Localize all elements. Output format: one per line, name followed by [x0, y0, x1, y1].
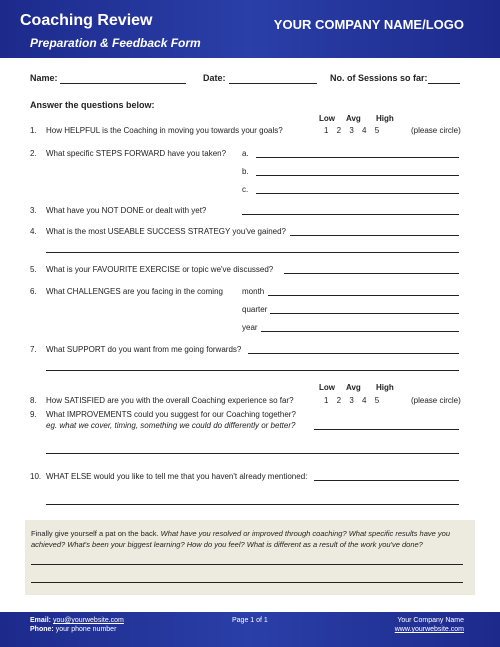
- improvements-field[interactable]: [314, 429, 459, 430]
- else-field-2[interactable]: [46, 504, 459, 505]
- footer-phone: Phone: your phone number: [30, 626, 117, 633]
- question-3: 3. What have you NOT DONE or dealt with yet?: [30, 206, 207, 215]
- name-label: Name:: [30, 73, 58, 83]
- support-field[interactable]: [248, 353, 459, 354]
- favourite-field[interactable]: [284, 273, 459, 274]
- step-label-c: c.: [242, 185, 249, 194]
- scale-avg-label: Avg: [346, 114, 361, 123]
- challenge-label-month: month: [242, 287, 265, 296]
- reflection-text: Finally give yourself a pat on the back. What have you resolved or improved through coaching? What specific results have you achieved? What's been your biggest learning? How do you feel? What is different as a result of the work you've done?: [31, 529, 450, 549]
- challenge-label-quarter: quarter: [242, 305, 268, 314]
- question-10: 10. WHAT ELSE would you like to tell me that you haven't already mentioned:: [30, 472, 308, 481]
- not-done-field[interactable]: [242, 214, 459, 215]
- challenge-year-field[interactable]: [261, 331, 459, 332]
- challenge-quarter-field[interactable]: [270, 313, 459, 314]
- email-link[interactable]: you@yourwebsite.com: [52, 617, 124, 624]
- question-8: 8. How SATISFIED are you with the overall Coaching experience so far?: [30, 396, 294, 405]
- form-subtitle: Preparation & Feedback Form: [30, 36, 201, 50]
- question-7: 7. What SUPPORT do you want from me going forwards?: [30, 345, 242, 354]
- question-6: 6. What CHALLENGES are you facing in the coming: [30, 287, 223, 296]
- step-a-field[interactable]: [256, 157, 459, 158]
- improvements-field-2[interactable]: [46, 453, 459, 454]
- question-9-subtext: eg. what we cover, timing, something we could do differently or better?: [46, 421, 296, 430]
- footer-email: Email: you@yourwebsite.com: [30, 617, 124, 624]
- question-9: 9. What IMPROVEMENTS could you suggest for our Coaching together?: [30, 410, 296, 419]
- support-field-2[interactable]: [46, 370, 459, 371]
- instructions: Answer the questions below:: [30, 100, 155, 110]
- else-field[interactable]: [314, 480, 459, 481]
- strategy-field[interactable]: [290, 235, 459, 236]
- website-link[interactable]: www.yourwebsite.com: [394, 626, 464, 633]
- reflection-field-1[interactable]: [31, 564, 463, 565]
- company-logo: YOUR COMPANY NAME/LOGO: [273, 17, 464, 32]
- reflection-field-2[interactable]: [31, 582, 463, 583]
- step-c-field[interactable]: [256, 193, 459, 194]
- challenge-label-year: year: [242, 323, 258, 332]
- question-4: 4. What is the most USEABLE SUCCESS STRATEGY you've gained?: [30, 227, 286, 236]
- strategy-field-2[interactable]: [46, 252, 459, 253]
- name-field[interactable]: [60, 73, 186, 84]
- footer-company: Your Company Name: [397, 617, 464, 624]
- circle-note-8: (please circle): [411, 396, 461, 405]
- question-2: 2. What specific STEPS FORWARD have you taken?: [30, 149, 227, 158]
- date-label: Date:: [203, 73, 226, 83]
- scale-avg-label-2: Avg: [346, 383, 361, 392]
- step-label-b: b.: [242, 167, 249, 176]
- reflection-box: [25, 520, 475, 595]
- step-b-field[interactable]: [256, 175, 459, 176]
- step-label-a: a.: [242, 149, 249, 158]
- rating-scale-1[interactable]: 1 2 3 4 5: [324, 126, 380, 135]
- header-banner: [0, 0, 500, 58]
- scale-low-label: Low: [319, 114, 335, 123]
- scale-high-label: High: [376, 114, 394, 123]
- question-1: 1. How HELPFUL is the Coaching in moving you towards your goals?: [30, 126, 283, 135]
- sessions-label: No. of Sessions so far:: [330, 73, 428, 83]
- date-field[interactable]: [229, 73, 317, 84]
- footer-banner: [0, 612, 500, 647]
- circle-note-1: (please circle): [411, 126, 461, 135]
- form-title: Coaching Review: [20, 12, 153, 29]
- challenge-month-field[interactable]: [268, 295, 459, 296]
- page-number: Page 1 of 1: [232, 617, 268, 624]
- scale-high-label-2: High: [376, 383, 394, 392]
- rating-scale-8[interactable]: 1 2 3 4 5: [324, 396, 380, 405]
- sessions-field[interactable]: [428, 73, 460, 84]
- question-5: 5. What is your FAVOURITE EXERCISE or topic we've discussed?: [30, 265, 274, 274]
- scale-low-label-2: Low: [319, 383, 335, 392]
